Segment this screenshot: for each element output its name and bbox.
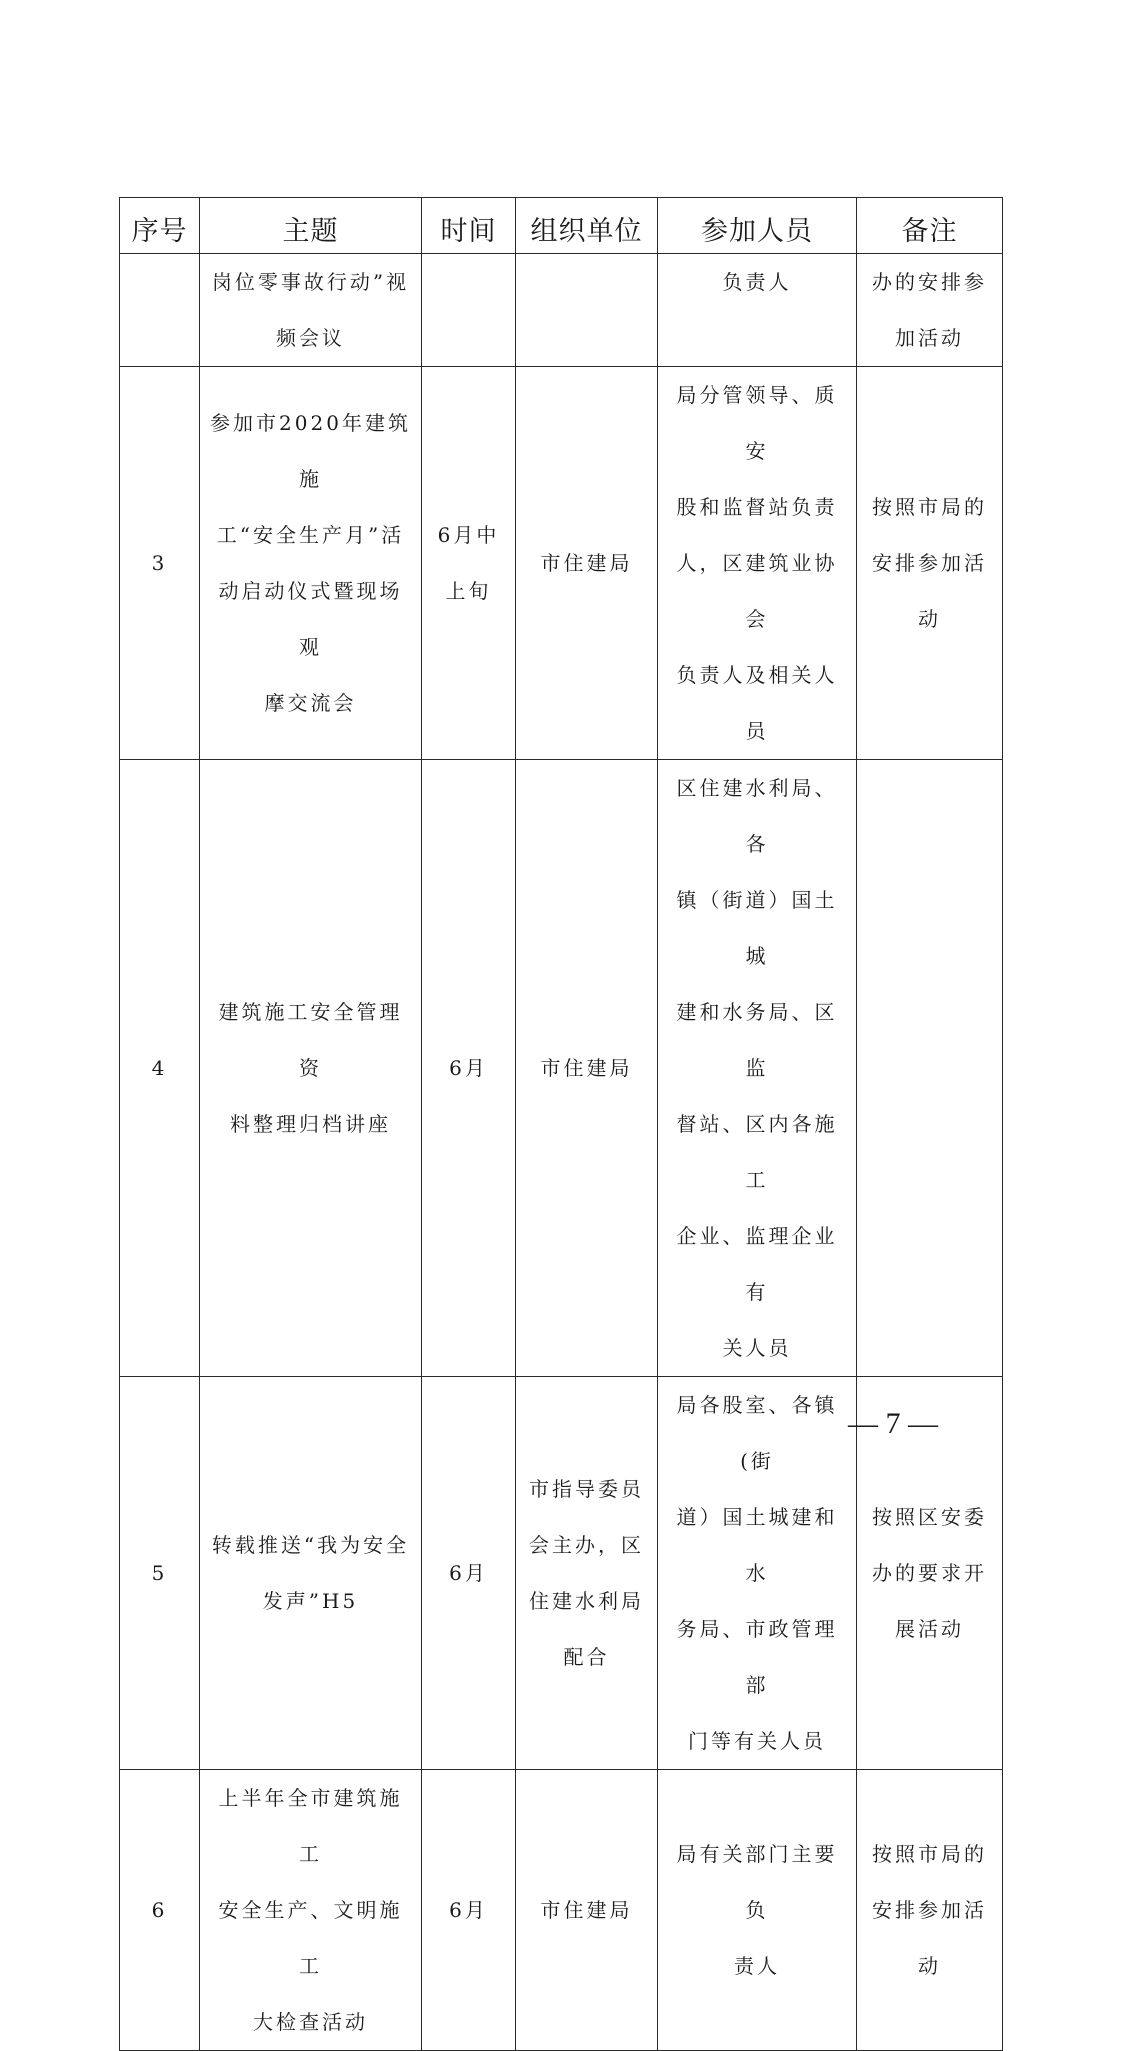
table-row	[120, 1770, 1003, 2051]
header-notes: 备注	[857, 198, 1003, 254]
cell-participants: 局分管领导、质安 股和监督站负责 人，区建筑业协会 负责人及相关人员	[658, 367, 857, 760]
cell-notes: 办的安排参 加活动	[857, 254, 1003, 367]
cell-seq: 3	[120, 367, 200, 760]
cell-organizer: 市住建局	[516, 367, 658, 760]
cell-time: 6月	[422, 760, 516, 1377]
cell-time	[422, 254, 516, 367]
cell-notes	[857, 760, 1003, 1377]
table-row	[120, 760, 1003, 1377]
cell-seq: 6	[120, 1770, 200, 2051]
cell-organizer: 市住建局	[516, 760, 658, 1377]
cell-topic: 建筑施工安全管理资 料整理归档讲座	[200, 760, 422, 1377]
cell-seq: 4	[120, 760, 200, 1377]
cell-time: 6月	[422, 1770, 516, 2051]
cell-participants: 局各股室、各镇(街 道）国土城建和水 务局、市政管理部 门等有关人员	[658, 1377, 857, 1770]
cell-organizer: 市指导委员 会主办，区 住建水利局 配合	[516, 1377, 658, 1770]
header-time: 时间	[422, 198, 516, 254]
header-organizer: 组织单位	[516, 198, 658, 254]
cell-organizer: 市住建局	[516, 1770, 658, 2051]
cell-organizer	[516, 254, 658, 367]
table-row	[120, 254, 1003, 367]
cell-notes: 按照市局的 安排参加活 动	[857, 1770, 1003, 2051]
cell-time: 6月中 上旬	[422, 367, 516, 760]
header-seq: 序号	[120, 198, 200, 254]
cell-topic: 参加市2020年建筑施 工“安全生产月”活 动启动仪式暨现场观 摩交流会	[200, 367, 422, 760]
cell-participants: 局有关部门主要负 责人	[658, 1770, 857, 2051]
header-topic: 主题	[200, 198, 422, 254]
cell-time: 6月	[422, 1377, 516, 1770]
cell-topic: 转载推送“我为安全 发声”H5	[200, 1377, 422, 1770]
cell-seq: 5	[120, 1377, 200, 1770]
cell-participants: 负责人	[658, 254, 857, 367]
table-header-row	[120, 198, 1003, 254]
cell-notes: 按照市局的 安排参加活 动	[857, 367, 1003, 760]
cell-participants: 区住建水利局、各 镇（街道）国土城 建和水务局、区监 督站、区内各施工 企业、监理企业有 关人员	[658, 760, 857, 1377]
header-participants: 参加人员	[658, 198, 857, 254]
activity-schedule-table	[119, 197, 1003, 2051]
page-number: — 7 —	[848, 1407, 938, 1440]
cell-seq	[120, 254, 200, 367]
cell-topic: 上半年全市建筑施工 安全生产、文明施工 大检查活动	[200, 1770, 422, 2051]
table-row	[120, 367, 1003, 760]
cell-topic: 岗位零事故行动”视 频会议	[200, 254, 422, 367]
cell-notes: 按照区安委 办的要求开 展活动	[857, 1377, 1003, 1770]
